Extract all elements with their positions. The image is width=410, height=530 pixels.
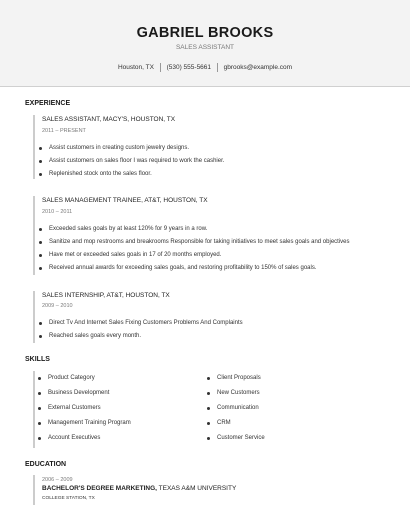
education-location: COLLEGE STATION, TX <box>42 496 95 501</box>
entry-divider-bar <box>33 196 35 275</box>
job-role: SALES MANAGEMENT TRAINEE, <box>42 197 143 204</box>
education-dates: 2006 – 2009 <box>42 477 73 483</box>
job-company: AT&T, HOUSTON, TX <box>142 197 208 204</box>
skill-item: CRM <box>217 420 231 426</box>
job-bullet: Direct Tv And Internet Sales Fixing Customers Problems And Complaints <box>49 320 243 326</box>
job-bullet: Received annual awards for exceeding sales goals, and restoring profitability to 150% of sales goals. <box>49 265 317 271</box>
job-bullet: Sanitize and mop restrooms and breakrooms Responsible for taking initiatives to meet sales goals and objectives <box>49 239 350 245</box>
job-dates: 2010 – 2011 <box>42 209 73 215</box>
skill-item: Management Training Program <box>48 420 131 426</box>
skill-item: Product Category <box>48 375 95 381</box>
section-heading-skills: SKILLS <box>25 356 50 363</box>
job-bullet: Assist customers in creating custom jewelry designs. <box>49 145 190 151</box>
job-title <box>42 197 208 204</box>
entry-divider-bar <box>33 291 35 343</box>
entry-divider-bar <box>33 115 35 179</box>
contact-divider <box>160 63 161 72</box>
job-role: SALES ASSISTANT, <box>42 116 102 123</box>
job-title <box>42 292 170 299</box>
school-name: TEXAS A&M UNIVERSITY <box>156 485 237 492</box>
job-dates: 2011 – PRESENT <box>42 128 86 134</box>
skills-divider-bar <box>33 371 35 448</box>
resume-header <box>0 0 410 87</box>
degree-name: BACHELOR'S DEGREE MARKETING, <box>42 485 157 492</box>
contact-divider <box>217 63 218 72</box>
skill-item: New Customers <box>217 390 260 396</box>
job-company: MACY'S, HOUSTON, TX <box>101 116 176 123</box>
job-company: AT&T, HOUSTON, TX <box>105 292 170 299</box>
skill-item: Communication <box>217 405 259 411</box>
skill-item: Client Proposals <box>217 375 261 381</box>
skill-item: External Customers <box>48 405 101 411</box>
job-bullet: Replenished stock onto the sales floor. <box>49 171 152 177</box>
contact-location: Houston, TX <box>117 64 154 72</box>
section-heading-experience: EXPERIENCE <box>25 100 71 107</box>
job-role: SALES INTERNSHIP, <box>42 292 106 299</box>
job-bullet: Assist customers on sales floor I was required to work the cashier. <box>49 158 225 164</box>
job-bullet: Exceeded sales goals by at least 120% for 9 years in a row. <box>49 226 208 232</box>
education-degree <box>42 485 236 492</box>
skill-item: Account Executives <box>48 435 101 441</box>
skill-item: Business Development <box>48 390 110 396</box>
job-title <box>42 116 175 123</box>
candidate-name: GABRIEL BROOKS <box>136 25 274 41</box>
skill-item: Customer Service <box>217 435 265 441</box>
section-heading-education: EDUCATION <box>25 461 67 468</box>
candidate-title: SALES ASSISTANT <box>175 44 235 51</box>
job-bullet: Have met or exceeded sales goals in 17 of 20 months employed. <box>49 252 222 258</box>
education-divider-bar <box>33 475 35 505</box>
contact-line <box>0 63 410 72</box>
job-dates: 2009 – 2010 <box>42 303 73 309</box>
contact-phone: (530) 555-5661 <box>166 64 212 72</box>
contact-email: gbrooks@example.com <box>223 64 293 72</box>
job-bullet: Reached sales goals every month. <box>49 333 142 339</box>
